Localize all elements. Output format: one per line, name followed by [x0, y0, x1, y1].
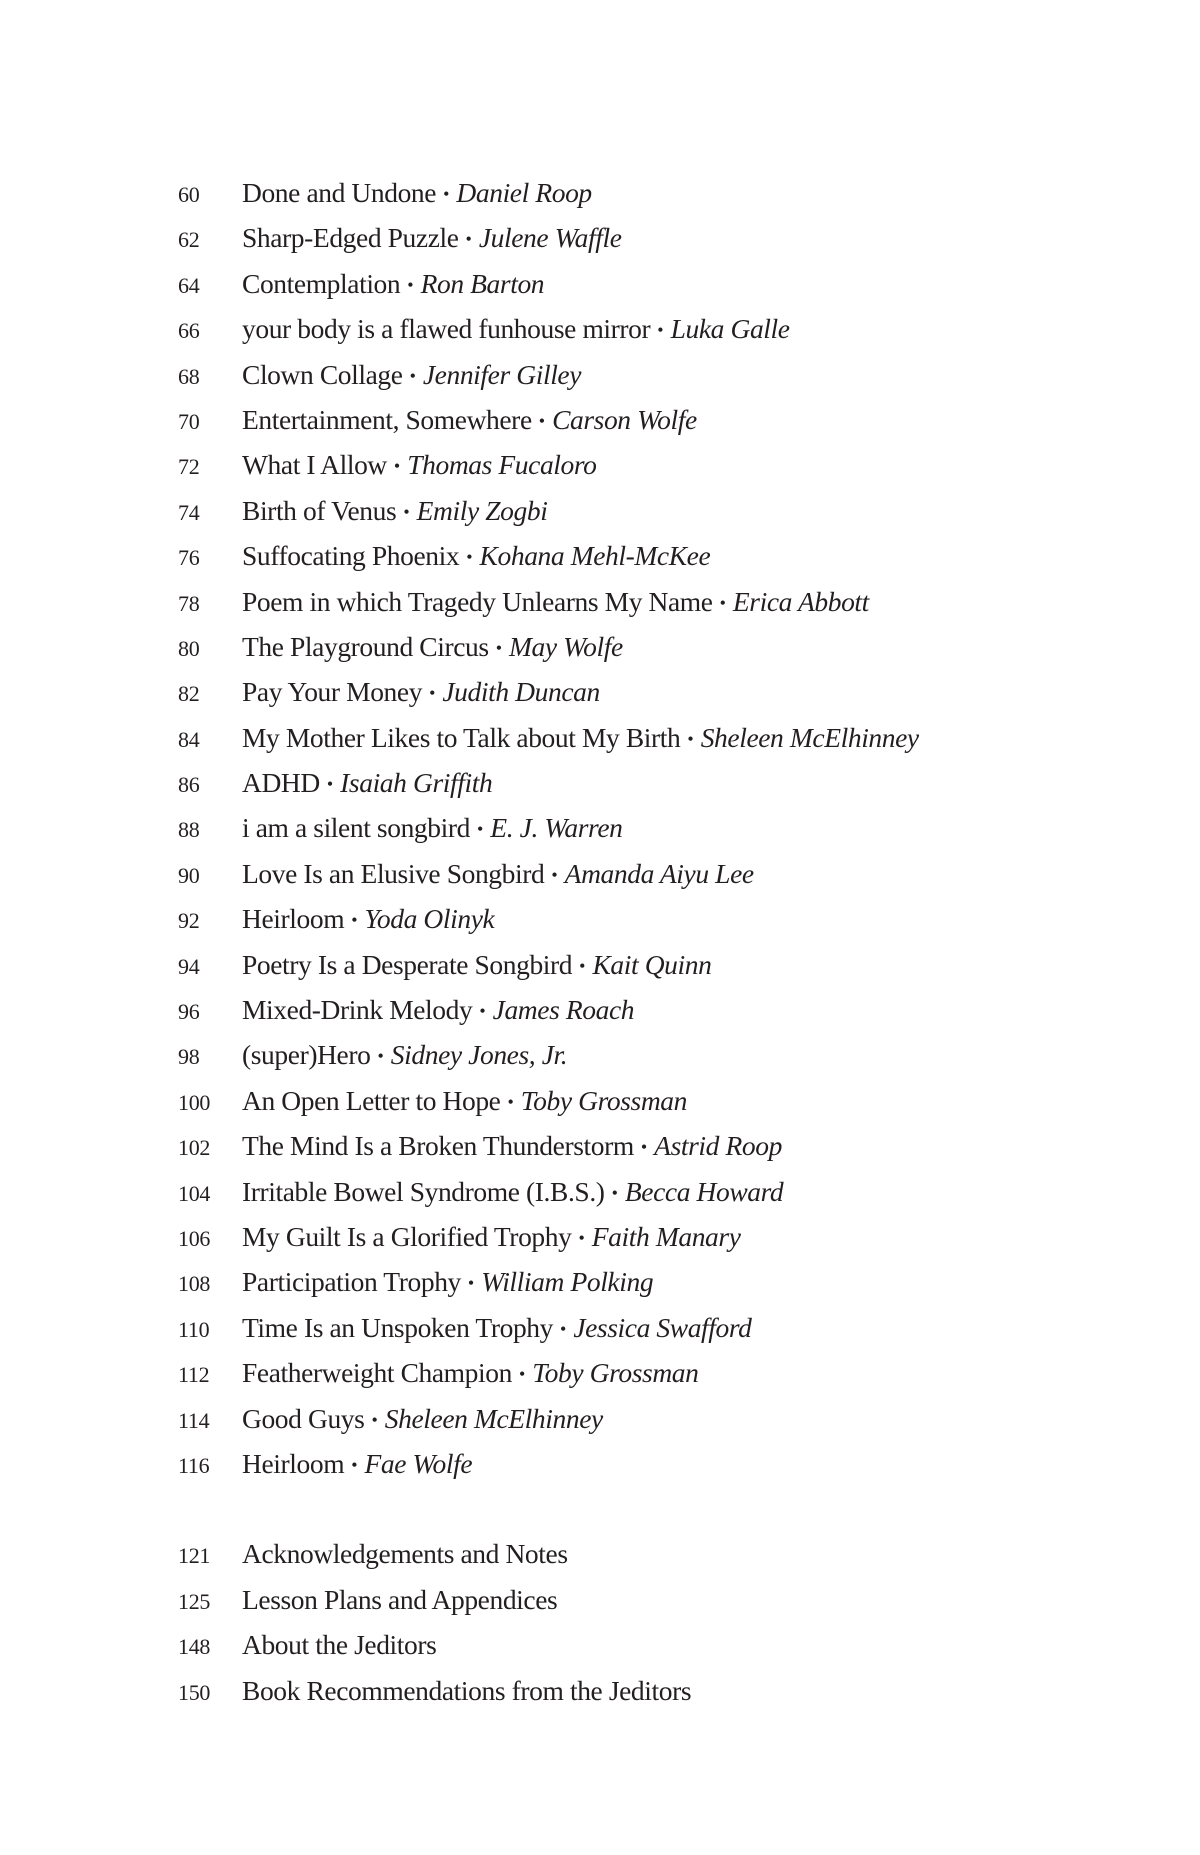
- entry-title: Time Is an Unspoken Trophy: [242, 1311, 553, 1343]
- toc-back-matter-entry[interactable]: [178, 1622, 1178, 1667]
- toc-entry[interactable]: [178, 1123, 1178, 1168]
- bullet-separator: •: [538, 410, 546, 431]
- bullet-separator: •: [551, 864, 558, 885]
- entry-title: i am a silent songbird: [242, 812, 470, 844]
- entry-author: Sheleen McElhinney: [700, 721, 919, 753]
- bullet-separator: •: [579, 955, 586, 976]
- entry-title: Love Is an Elusive Songbird: [242, 857, 545, 889]
- entry-title: Clown Collage: [242, 358, 403, 390]
- bullet-separator: •: [403, 501, 410, 522]
- bullet-separator: •: [351, 910, 358, 931]
- entry-title: My Guilt Is a Glorified Trophy: [242, 1220, 572, 1252]
- entry-author: Carson Wolfe: [552, 403, 697, 435]
- bullet-separator: •: [719, 592, 726, 613]
- page-number: 90: [178, 862, 200, 888]
- entry-title: Done and Undone: [242, 177, 437, 208]
- page-number: 98: [178, 1044, 200, 1070]
- toc-entry[interactable]: [178, 1078, 1178, 1123]
- page-number: 150: [178, 1679, 211, 1705]
- entry-title: Poem in which Tragedy Unlearns My Name: [242, 585, 713, 617]
- page-number: 116: [178, 1452, 210, 1478]
- bullet-separator: •: [466, 547, 473, 568]
- entry-author: Erica Abbott: [732, 585, 869, 617]
- entry-title: your body is a flawed funhouse mirror: [242, 313, 651, 345]
- bullet-separator: •: [657, 320, 664, 341]
- toc-entry[interactable]: [178, 1441, 1178, 1486]
- bullet-separator: •: [640, 1137, 648, 1158]
- entry-author: Faith Manary: [591, 1220, 741, 1252]
- entry-author: Yoda Olinyk: [364, 903, 495, 935]
- bullet-separator: •: [507, 1091, 514, 1112]
- entry-author: Ron Barton: [420, 267, 545, 299]
- entry-title: Pay Your Money: [242, 676, 423, 708]
- bullet-separator: •: [465, 229, 472, 250]
- toc-entry[interactable]: [178, 1259, 1178, 1304]
- page-number: 96: [178, 999, 200, 1025]
- bullet-separator: •: [687, 728, 694, 749]
- bullet-separator: •: [467, 1273, 475, 1294]
- toc-entry[interactable]: [178, 805, 1178, 850]
- entry-title: Heirloom: [242, 1447, 345, 1479]
- entry-title: Good Guys: [242, 1402, 365, 1434]
- entry-title: Poetry Is a Desperate Songbird: [242, 948, 573, 980]
- toc-entry[interactable]: [178, 170, 1178, 215]
- toc-entry[interactable]: [178, 669, 1178, 714]
- toc-entry[interactable]: [178, 397, 1178, 442]
- entry-author: Jessica Swafford: [573, 1311, 752, 1343]
- page-number: 110: [178, 1316, 210, 1342]
- toc-entry[interactable]: [178, 261, 1178, 306]
- toc-entry[interactable]: [178, 1305, 1178, 1350]
- page-number: 74: [178, 499, 200, 525]
- page-number: 62: [178, 227, 200, 253]
- page-number: 82: [178, 681, 200, 707]
- page-number: 88: [178, 817, 200, 843]
- bullet-separator: •: [371, 1409, 378, 1430]
- entry-author: May Wolfe: [509, 630, 623, 662]
- page-number: 92: [178, 908, 200, 934]
- bullet-separator: •: [377, 1046, 384, 1067]
- entry-title: The Playground Circus: [242, 630, 489, 662]
- bullet-separator: •: [479, 1001, 486, 1022]
- entry-author: Kait Quinn: [592, 948, 712, 980]
- toc-entry[interactable]: [178, 987, 1178, 1032]
- page-number: 78: [178, 590, 200, 616]
- entry-author: William Polking: [481, 1266, 654, 1298]
- toc-entry[interactable]: [178, 1169, 1178, 1214]
- page-number: 66: [178, 318, 200, 344]
- toc-entry[interactable]: [178, 1350, 1178, 1395]
- toc-entry[interactable]: [178, 1214, 1178, 1259]
- entry-author: Daniel Roop: [456, 177, 592, 208]
- page-number: 104: [178, 1180, 211, 1206]
- entry-title: Sharp-Edged Puzzle: [242, 222, 459, 254]
- entry-title: About the Jeditors: [242, 1629, 437, 1661]
- entry-author: Fae Wolfe: [364, 1447, 473, 1479]
- back-matter-entries: [178, 1531, 1178, 1713]
- bullet-separator: •: [393, 456, 401, 477]
- entry-title: What I Allow: [242, 449, 387, 481]
- entry-author: Astrid Roop: [654, 1130, 782, 1162]
- toc-entry[interactable]: [178, 760, 1178, 805]
- toc-entry[interactable]: [178, 352, 1178, 397]
- entry-author: Julene Waffle: [478, 222, 622, 254]
- entry-title: Entertainment, Somewhere: [242, 403, 532, 435]
- toc-entry[interactable]: [178, 306, 1178, 351]
- entry-title: The Mind Is a Broken Thunderstorm: [242, 1130, 634, 1162]
- entry-author: Thomas Fucaloro: [407, 449, 597, 481]
- entry-author: Amanda Aiyu Lee: [564, 857, 754, 889]
- bullet-separator: •: [476, 819, 484, 840]
- page-number: 64: [178, 272, 200, 298]
- toc-entry[interactable]: [178, 1396, 1178, 1441]
- page-number: 148: [178, 1634, 211, 1660]
- toc-back-matter-entry[interactable]: [178, 1531, 1178, 1576]
- entry-author: Sheleen McElhinney: [384, 1402, 603, 1434]
- bullet-separator: •: [578, 1227, 585, 1248]
- entry-title: Book Recommendations from the Jeditors: [242, 1674, 692, 1706]
- bullet-separator: •: [495, 637, 503, 658]
- bullet-separator: •: [518, 1364, 526, 1385]
- entry-title: Mixed-Drink Melody: [242, 994, 473, 1026]
- entry-title: (super)Hero: [242, 1039, 371, 1071]
- bullet-separator: •: [326, 774, 334, 795]
- toc-entry[interactable]: [178, 1032, 1178, 1077]
- entry-title: Suffocating Phoenix: [242, 540, 460, 572]
- entry-title: Acknowledgements and Notes: [242, 1538, 568, 1570]
- bullet-separator: •: [407, 274, 414, 295]
- toc-entry[interactable]: [178, 579, 1178, 624]
- bullet-separator: •: [429, 683, 436, 704]
- entry-author: Toby Grossman: [532, 1357, 699, 1389]
- toc-entry[interactable]: [178, 533, 1178, 578]
- page-number: 86: [178, 772, 200, 798]
- entry-author: James Roach: [492, 994, 635, 1026]
- toc-back-matter-entry[interactable]: [178, 1577, 1178, 1622]
- entry-author: Becca Howard: [624, 1175, 784, 1207]
- toc-back-matter-entry[interactable]: [178, 1668, 1178, 1713]
- entry-title: ADHD: [242, 767, 320, 799]
- page-number: 72: [178, 454, 200, 480]
- page-number: 70: [178, 408, 200, 434]
- entry-title: Birth of Venus: [242, 494, 397, 526]
- page-number: 125: [178, 1588, 211, 1614]
- page-number: 76: [178, 545, 200, 571]
- page-number: 94: [178, 953, 200, 979]
- entry-author: Judith Duncan: [442, 676, 600, 708]
- bullet-separator: •: [351, 1454, 358, 1475]
- toc-entry[interactable]: [178, 488, 1178, 533]
- page-number: 114: [178, 1407, 210, 1433]
- toc-entry[interactable]: [178, 715, 1178, 760]
- entry-author: Emily Zogbi: [416, 494, 548, 526]
- bullet-separator: •: [409, 365, 416, 386]
- page-number: 106: [178, 1225, 211, 1251]
- page-number: 84: [178, 726, 200, 752]
- toc-entry[interactable]: [178, 896, 1178, 941]
- page-number: 112: [178, 1362, 210, 1388]
- entry-title: Participation Trophy: [242, 1266, 461, 1298]
- entry-title: Heirloom: [242, 903, 345, 935]
- toc-entry[interactable]: [178, 442, 1178, 487]
- entry-author: Jennifer Gilley: [422, 358, 582, 390]
- entry-title: An Open Letter to Hope: [242, 1084, 501, 1116]
- entry-title: Contemplation: [242, 267, 401, 299]
- page-number: 68: [178, 363, 200, 389]
- entry-author: Kohana Mehl-McKee: [479, 540, 711, 572]
- bullet-separator: •: [443, 184, 450, 204]
- page-number: 121: [178, 1543, 211, 1569]
- entry-title: Lesson Plans and Appendices: [242, 1583, 558, 1615]
- entry-title: My Mother Likes to Talk about My Birth: [242, 721, 681, 753]
- page-number: 80: [178, 635, 200, 661]
- table-of-contents: [178, 170, 1178, 1713]
- entry-author: E. J. Warren: [490, 812, 623, 844]
- entry-title: Irritable Bowel Syndrome (I.B.S.): [242, 1175, 605, 1207]
- page-number: 60: [178, 182, 200, 207]
- poem-entries: [178, 170, 1178, 1486]
- bullet-separator: •: [560, 1318, 567, 1339]
- page-number: 100: [178, 1089, 211, 1115]
- entry-title: Featherweight Champion: [242, 1357, 512, 1389]
- toc-entry[interactable]: [178, 851, 1178, 896]
- entry-author: Isaiah Griffith: [340, 767, 493, 799]
- entry-author: Luka Galle: [670, 313, 790, 345]
- toc-entry[interactable]: [178, 942, 1178, 987]
- bullet-separator: •: [611, 1182, 618, 1203]
- toc-entry[interactable]: [178, 624, 1178, 669]
- page-number: 108: [178, 1271, 211, 1297]
- page-number: 102: [178, 1135, 211, 1161]
- entry-author: Sidney Jones, Jr.: [390, 1039, 568, 1071]
- entry-author: Toby Grossman: [520, 1084, 688, 1116]
- toc-entry[interactable]: [178, 215, 1178, 260]
